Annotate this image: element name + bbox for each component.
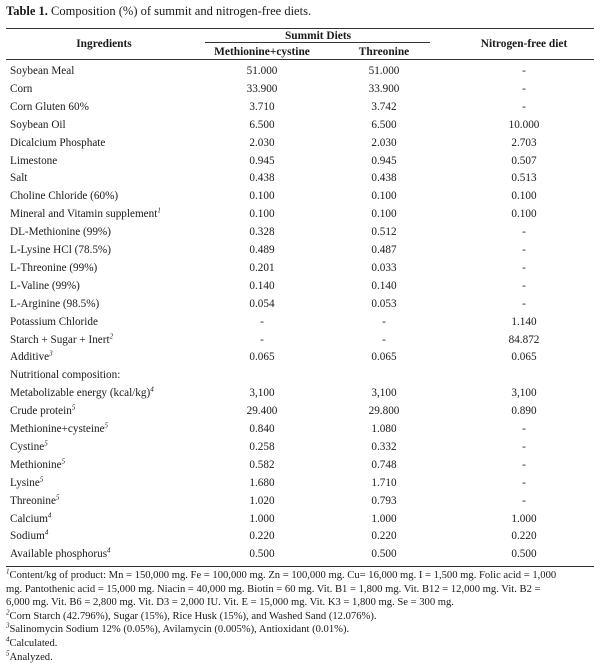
cell-met-cys: 0.201 (249, 261, 275, 274)
cell-nitrogen-free: 0.513 (511, 172, 537, 185)
cell-nitrogen-free: - (522, 226, 526, 239)
ingredient-label: Choline Chloride (60%) (10, 190, 119, 203)
cell-nitrogen-free: - (522, 458, 526, 471)
footnote-text: Calculated. (9, 638, 58, 649)
footnote-text: Corn Starch (42.796%), Sugar (15%), Rice Husk (15%), and Washed Sand (12.076%). (9, 610, 377, 622)
ingredient-label: DL-Methionine (99%) (10, 226, 111, 239)
cell-met-cys: 29.400 (246, 405, 278, 418)
cell-nitrogen-free: 0.100 (511, 190, 537, 203)
cell-nitrogen-free: 3,100 (511, 387, 537, 400)
cell-met-cys: 0.582 (249, 458, 275, 471)
cell-met-cys: 3,100 (249, 387, 275, 400)
ingredient-label: Methionine+cysteine (10, 423, 105, 435)
row-ingredient-name (10, 440, 48, 454)
cell-threonine: 3,100 (371, 387, 397, 400)
ingredient-label: L-Lysine HCl (78.5%) (10, 244, 111, 256)
caption-text: Composition (%) of summit and nitrogen-free diets. (47, 4, 312, 18)
cell-met-cys: 0.100 (249, 190, 275, 203)
cell-threonine: 0.438 (371, 172, 397, 185)
cell-met-cys: 0.140 (249, 279, 275, 292)
table-caption (6, 3, 311, 19)
header-threonine: Threonine (358, 46, 410, 58)
row-ingredient-name (10, 494, 59, 508)
footnote-line (6, 610, 377, 624)
row-ingredient-name (10, 547, 111, 561)
cell-nitrogen-free: - (522, 297, 526, 310)
footnote-marker: 5 (44, 439, 48, 448)
footnote-marker: 5 (6, 649, 10, 658)
footnote-marker: 1 (157, 206, 161, 215)
row-ingredient-name (10, 100, 89, 114)
cell-threonine: 0.748 (371, 458, 397, 471)
cell-nitrogen-free: - (522, 82, 526, 95)
cell-threonine: 0.500 (371, 548, 397, 561)
footnote-marker: 5 (71, 403, 76, 412)
ingredient-label: Metabolizable energy (kcal/kg) (10, 387, 151, 400)
header-nitrogen-free: Nitrogen-free diet (480, 38, 568, 50)
cell-met-cys: 0.065 (249, 351, 275, 364)
cell-nitrogen-free: - (522, 440, 526, 453)
cell-met-cys: 6.500 (249, 118, 275, 131)
cell-nitrogen-free: - (522, 279, 526, 292)
cell-nitrogen-free: 0.065 (511, 351, 537, 364)
cell-met-cys: 0.840 (249, 423, 275, 435)
cell-nitrogen-free: - (522, 476, 526, 489)
footnote-marker: 3 (49, 349, 53, 358)
footnote-text: Analyzed. (9, 651, 53, 663)
row-ingredient-name (10, 386, 154, 400)
header-rule (6, 59, 594, 60)
header-met-cys: Methionine+cystine (214, 46, 310, 58)
row-ingredient-name (10, 529, 48, 543)
ingredient-label: Limestone (10, 154, 58, 167)
cell-nitrogen-free: 1.140 (511, 315, 537, 328)
footnote-text: Content/kg of product: Mn = 150,000 mg. Fe = 100,000 mg. Zn = 100,000 mg. Cu= 16,000 mg. I = 1,500 mg. Folic acid = 1,000 (9, 570, 557, 581)
cell-met-cys: 0.500 (249, 548, 275, 561)
row-ingredient-name (10, 207, 161, 221)
cell-threonine: 33.900 (368, 82, 400, 95)
ingredient-label: Soybean Oil (10, 118, 66, 131)
cell-met-cys: 0.489 (249, 244, 275, 256)
row-ingredient-name (10, 118, 66, 132)
row-ingredient-name (10, 136, 105, 150)
row-ingredient-name (10, 64, 74, 78)
cell-threonine: 29.800 (368, 405, 400, 418)
row-ingredient-name (10, 404, 75, 418)
footnote-marker: 4 (47, 510, 52, 519)
row-ingredient-name (10, 154, 57, 168)
ingredient-label: Methionine (10, 458, 62, 471)
cell-nitrogen-free: 0.220 (511, 530, 537, 543)
ingredient-label: Mineral and Vitamin supplement (10, 208, 158, 221)
cell-nitrogen-free: - (522, 423, 526, 435)
cell-nitrogen-free: - (522, 244, 526, 256)
cell-threonine: 1.000 (371, 512, 397, 525)
footnote-line (6, 637, 57, 651)
cell-threonine: 0.487 (371, 244, 397, 256)
row-ingredient-name (10, 458, 65, 472)
cell-threonine: 0.220 (371, 530, 397, 543)
cell-threonine: 0.945 (371, 154, 397, 167)
cell-met-cys: 3.710 (249, 100, 275, 113)
cell-nitrogen-free: 2.703 (511, 136, 537, 149)
cell-met-cys: 51.000 (246, 65, 278, 77)
cell-nitrogen-free: 0.500 (511, 548, 537, 561)
cell-nitrogen-free: 84.872 (508, 333, 540, 346)
cell-threonine: 51.000 (368, 65, 400, 77)
ingredient-label: Sodium (10, 530, 45, 543)
ingredient-label: Nutritional composition: (10, 369, 121, 382)
row-ingredient-name (10, 512, 51, 526)
ingredient-label: Dicalcium Phosphate (10, 136, 106, 149)
footnote-line (6, 569, 556, 583)
row-ingredient-name (10, 333, 113, 347)
cell-threonine: 0.065 (371, 351, 397, 364)
row-ingredient-name (10, 279, 80, 293)
caption-label: Table 1. (6, 4, 48, 18)
cell-met-cys: 2.030 (249, 136, 275, 149)
footnote-marker: 1 (6, 567, 10, 576)
cell-met-cys: 0.328 (249, 226, 275, 239)
footnote-marker: 4 (107, 546, 111, 555)
row-ingredient-name (10, 315, 98, 329)
cell-met-cys: 0.220 (249, 530, 275, 543)
cell-met-cys: 0.945 (249, 154, 275, 167)
cell-nitrogen-free: 0.890 (511, 405, 537, 418)
cell-threonine: 0.100 (371, 208, 397, 221)
footnote-marker: 5 (39, 474, 44, 483)
ingredient-label: L-Threonine (99%) (10, 261, 98, 274)
footnote-text: Salinomycin Sodium 12% (0.05%), Avilamycin (0.005%), Antioxidant (0.01%). (9, 624, 350, 636)
footnote-marker: 5 (55, 492, 60, 501)
footnote-marker: 4 (6, 635, 10, 644)
row-ingredient-name (10, 82, 32, 96)
row-ingredient-name (10, 422, 108, 436)
cell-threonine: 0.332 (371, 440, 397, 453)
cell-nitrogen-free: 1.000 (511, 512, 537, 525)
cell-threonine: 6.500 (371, 118, 397, 131)
ingredient-label: Additive (10, 351, 50, 364)
cell-threonine: 1.710 (371, 476, 397, 489)
row-ingredient-name (10, 171, 27, 185)
row-ingredient-name (10, 261, 97, 275)
cell-threonine: 0.140 (371, 279, 397, 292)
ingredient-label: Corn Gluten 60% (10, 100, 89, 113)
footnote-marker: 4 (44, 528, 49, 537)
cell-nitrogen-free: 10.000 (508, 118, 540, 131)
row-ingredient-name (10, 189, 118, 203)
ingredient-label: Soybean Meal (10, 65, 75, 77)
ingredient-label: Threonine (10, 494, 56, 507)
header-summit-diets: Summit Diets (284, 30, 352, 42)
footnote-line (6, 623, 349, 637)
cell-met-cys: - (260, 333, 264, 346)
footnote-line (6, 651, 53, 665)
footnote-marker: 3 (6, 621, 10, 630)
cell-met-cys: 1.680 (249, 476, 275, 489)
footnote-line (6, 596, 454, 610)
footnote-line (6, 583, 541, 597)
cell-threonine: 2.030 (371, 136, 397, 149)
row-ingredient-name (10, 225, 111, 239)
ingredient-label: Available phosphorus (10, 548, 108, 561)
ingredient-label: Starch + Sugar + Inert (10, 333, 110, 346)
cell-threonine: - (382, 333, 386, 346)
cell-nitrogen-free: - (522, 65, 526, 77)
ingredient-label: Lysine (10, 476, 40, 489)
cell-nitrogen-free: - (522, 261, 526, 274)
ingredient-label: Crude protein (10, 405, 72, 418)
footnote-marker: 4 (150, 385, 154, 394)
cell-threonine: 3.742 (371, 100, 397, 113)
cell-nitrogen-free: 0.100 (511, 208, 537, 221)
footnote-marker: 2 (6, 608, 10, 617)
cell-threonine: 0.793 (371, 494, 397, 507)
row-ingredient-name (10, 297, 99, 311)
row-ingredient-name (10, 243, 111, 257)
cell-met-cys: 33.900 (246, 82, 278, 95)
footnote-text: 6,000 mg. Vit. B6 = 2,800 mg. Vit. D3 = 2,000 IU. Vit. E = 15,000 mg. Vit. K3 = 1,800 mg. Se = 300 mg. (6, 597, 454, 609)
cell-threonine: - (382, 315, 386, 328)
footnote-marker: 5 (61, 457, 66, 466)
ingredient-label: Corn (10, 82, 33, 95)
cell-threonine: 0.512 (371, 226, 397, 239)
cell-threonine: 0.100 (371, 190, 397, 203)
cell-met-cys: 0.258 (249, 440, 275, 453)
ingredient-label: Calcium (10, 512, 48, 525)
row-ingredient-name (10, 476, 43, 490)
footnote-text: mg. Pantothenic acid = 15,000 mg. Niacin = 40,000 mg. Biotin = 60 mg. Vit. B1 = 1,800 mg. Vit. B12 = 12,000 mg. Vit. B2 = (6, 583, 541, 595)
cell-met-cys: 0.100 (249, 208, 275, 221)
cell-nitrogen-free: - (522, 494, 526, 507)
cell-met-cys: 1.020 (249, 494, 275, 507)
cell-met-cys: 1.000 (249, 512, 275, 525)
row-ingredient-name (10, 350, 53, 364)
row-ingredient-name (10, 368, 120, 382)
cell-met-cys: 0.438 (249, 172, 275, 185)
cell-nitrogen-free: 0.507 (511, 154, 537, 167)
cell-met-cys: 0.054 (249, 297, 275, 310)
cell-threonine: 0.033 (371, 261, 397, 274)
cell-threonine: 1.080 (371, 423, 397, 435)
header-ingredients: Ingredients (76, 38, 132, 50)
footnote-marker: 5 (104, 421, 109, 430)
footnote-marker: 2 (109, 331, 114, 340)
cell-threonine: 0.053 (371, 297, 397, 310)
bottom-rule (6, 566, 594, 567)
cell-met-cys: - (260, 315, 264, 328)
ingredient-label: Cystine (10, 440, 45, 453)
ingredient-label: Salt (10, 172, 28, 185)
cell-nitrogen-free: - (522, 100, 526, 113)
ingredient-label: L-Valine (99%) (10, 279, 80, 292)
ingredient-label: Potassium Chloride (10, 315, 98, 328)
ingredient-label: L-Arginine (98.5%) (10, 297, 100, 310)
